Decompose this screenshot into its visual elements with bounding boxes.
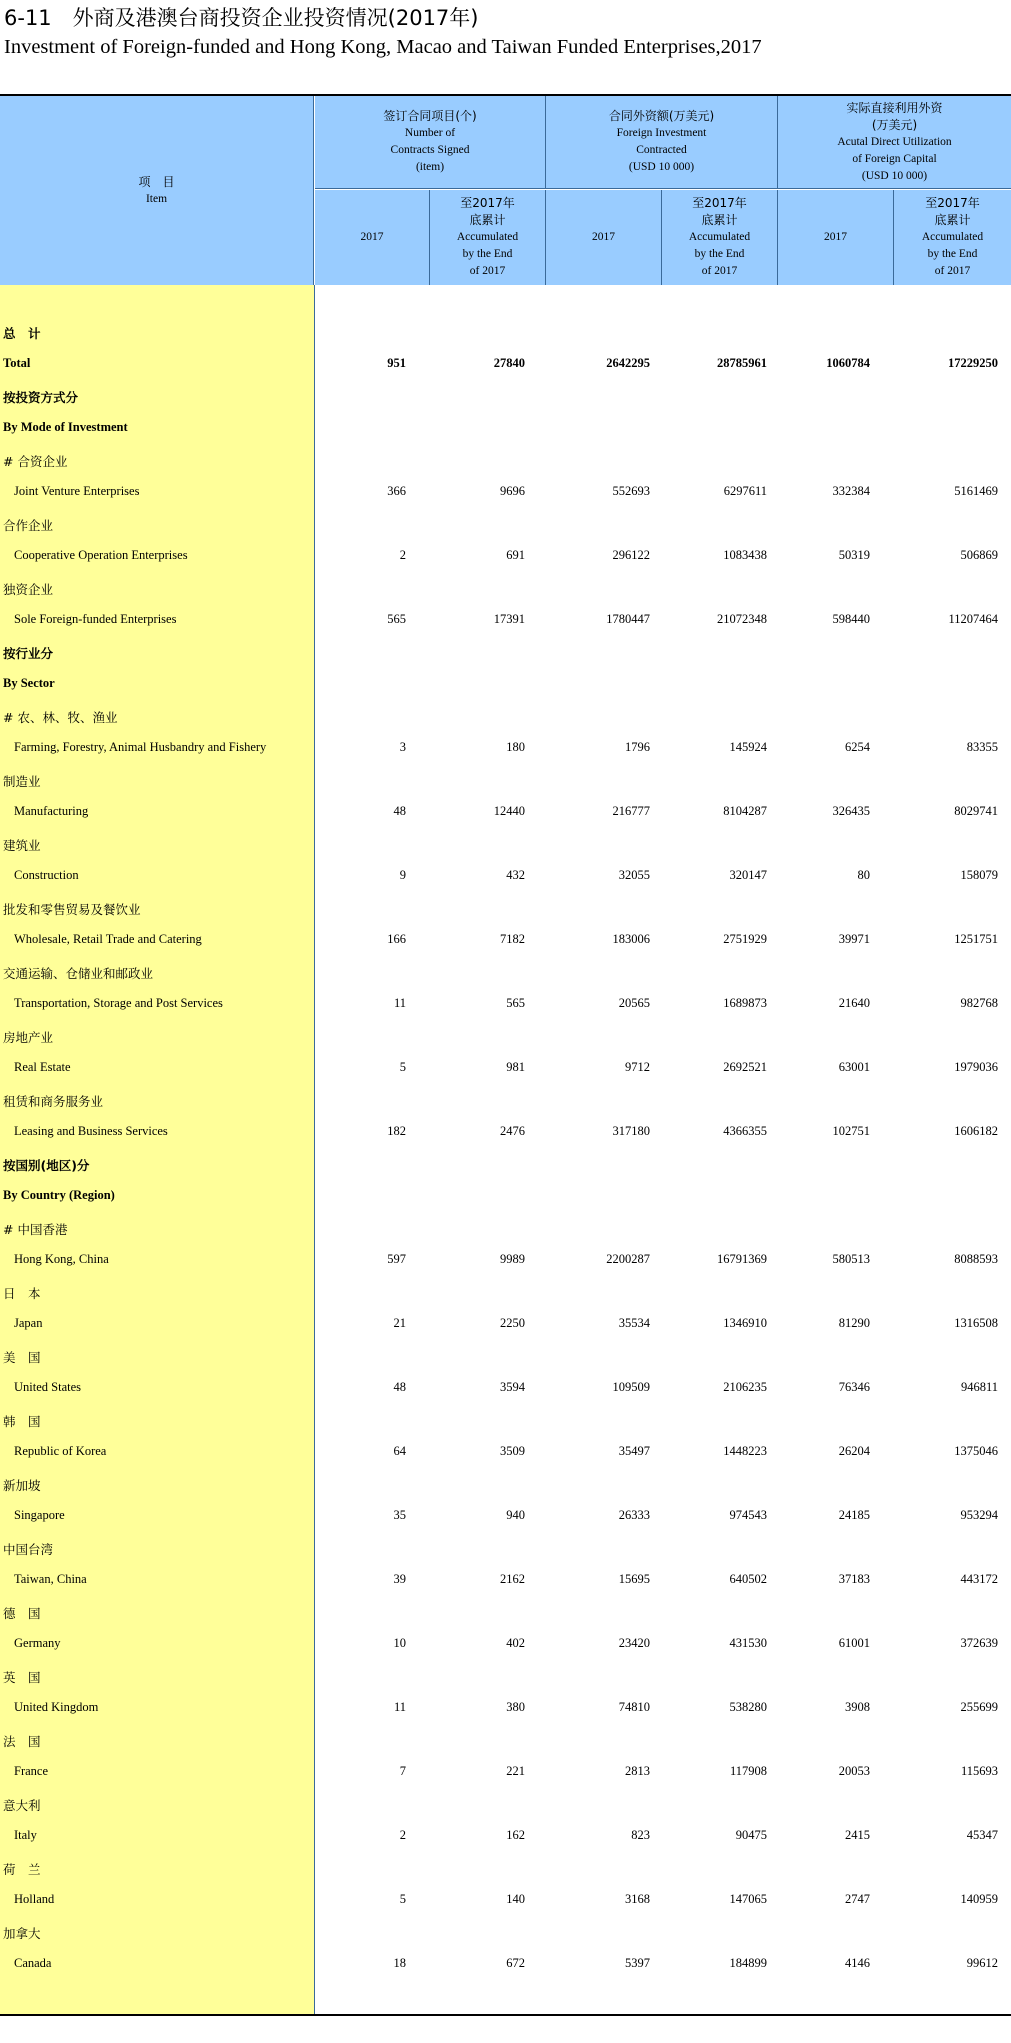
table-row (0, 412, 1011, 444)
row-label: 中国台湾 (3, 1542, 54, 1557)
row-label: Republic of Korea (14, 1444, 107, 1458)
subheader-year: 2017 (824, 231, 847, 243)
row-label: Wholesale, Retail Trade and Catering (14, 932, 202, 946)
table-row (0, 1244, 1011, 1276)
cell-value: 1375046 (954, 1444, 998, 1458)
table-row (0, 1596, 1011, 1628)
cell-value: 2106235 (723, 1380, 767, 1394)
cell-value: 366 (387, 484, 406, 498)
table-row (0, 1276, 1011, 1308)
row-label: # 农、林、牧、渔业 (3, 710, 118, 725)
cell-value: 16791369 (717, 1252, 767, 1266)
table-row (0, 572, 1011, 604)
table-row (0, 380, 1011, 412)
table-row (0, 1372, 1011, 1404)
cell-value: 35 (393, 1508, 406, 1522)
cell-value: 20053 (838, 1764, 870, 1778)
row-label: 韩 国 (3, 1414, 41, 1429)
table-row (0, 316, 1011, 348)
cell-value: 115693 (960, 1764, 998, 1778)
cell-value: 162 (506, 1828, 525, 1842)
cell-value: 109509 (612, 1380, 650, 1394)
subheader-acc-en3: of 2017 (469, 265, 506, 277)
row-label: # 中国香港 (3, 1222, 68, 1237)
header-item-en: Item (145, 192, 168, 205)
subheader-acc-zh1: 至2017年 (460, 196, 515, 210)
cell-value: 1083438 (723, 548, 767, 562)
cell-value: 296122 (612, 548, 650, 562)
row-label: 法 国 (3, 1734, 41, 1749)
subheader-acc-zh1: 至2017年 (925, 196, 980, 210)
cell-value: 11207464 (948, 612, 998, 626)
subheader-acc-en1: Accumulated (921, 231, 984, 243)
cell-value: 3594 (500, 1380, 525, 1394)
cell-value: 946811 (960, 1380, 998, 1394)
subheader-investment-accumulated (662, 190, 778, 285)
row-label: Taiwan, China (14, 1572, 87, 1586)
cell-value: 2747 (845, 1892, 870, 1906)
cell-value: 5 (399, 1892, 406, 1906)
subheader-acc-en2: by the End (462, 248, 513, 260)
cell-value: 1346910 (723, 1316, 767, 1330)
header-investment-zh: 合同外资额(万美元) (608, 109, 715, 123)
table-row (0, 1820, 1011, 1852)
cell-value: 2162 (500, 1572, 525, 1586)
cell-value: 216777 (612, 804, 650, 818)
row-label: Holland (14, 1892, 55, 1906)
cell-value: 90475 (735, 1828, 767, 1842)
cell-value: 184899 (729, 1956, 767, 1970)
cell-value: 8029741 (954, 804, 998, 818)
table-row (0, 1436, 1011, 1468)
row-label: 美 国 (3, 1350, 41, 1365)
subheader-acc-en3: of 2017 (934, 265, 971, 277)
row-label: Real Estate (14, 1060, 71, 1074)
cell-value: 1780447 (606, 612, 650, 626)
cell-value: 21072348 (717, 612, 767, 626)
table-row (0, 988, 1011, 1020)
cell-value: 26204 (838, 1444, 870, 1458)
cell-value: 24185 (838, 1508, 870, 1522)
cell-value: 1448223 (723, 1444, 767, 1458)
header-contracts-zh: 签订合同项目(个) (383, 109, 477, 123)
cell-value: 11 (393, 996, 406, 1010)
row-label: Farming, Forestry, Animal Husbandry and Fishery (14, 740, 267, 754)
table-title-en: Investment of Foreign-funded and Hong Kong, Macao and Taiwan Funded Enterprises,2017 (4, 36, 762, 58)
cell-value: 28785961 (717, 356, 767, 370)
cell-value: 326435 (832, 804, 870, 818)
cell-value: 50319 (838, 548, 870, 562)
table-row (0, 1660, 1011, 1692)
header-utilization-zh2: (万美元) (871, 117, 918, 132)
row-label: 荷 兰 (3, 1862, 41, 1877)
table-row (0, 636, 1011, 668)
cell-value: 166 (387, 932, 406, 946)
table-row (0, 1020, 1011, 1052)
header-utilization-en3: (USD 10 000) (861, 169, 928, 182)
row-label: France (14, 1764, 49, 1778)
row-label: 按投资方式分 (3, 390, 79, 405)
cell-value: 27840 (493, 356, 525, 370)
table-row (0, 1916, 1011, 1948)
cell-value: 431530 (729, 1636, 767, 1650)
table-row (0, 1884, 1011, 1916)
cell-value: 61001 (838, 1636, 870, 1650)
table-row (0, 764, 1011, 796)
table-row (0, 860, 1011, 892)
row-label: 批发和零售贸易及餐饮业 (3, 902, 141, 917)
row-label: Sole Foreign-funded Enterprises (14, 612, 177, 626)
cell-value: 2200287 (606, 1252, 650, 1266)
cell-value: 3168 (625, 1892, 650, 1906)
cell-value: 981 (506, 1060, 525, 1074)
subheader-investment-2017 (546, 190, 662, 285)
table-row (0, 700, 1011, 732)
subheader-acc-en1: Accumulated (456, 231, 519, 243)
cell-value: 11 (393, 1700, 406, 1714)
cell-value: 140959 (960, 1892, 998, 1906)
cell-value: 221 (506, 1764, 525, 1778)
cell-value: 1060784 (826, 356, 870, 370)
cell-value: 380 (506, 1700, 525, 1714)
row-label: 房地产业 (3, 1030, 54, 1045)
table-row (0, 1532, 1011, 1564)
table-row (0, 828, 1011, 860)
subheader-contracts-accumulated (430, 190, 546, 285)
cell-value: 17229250 (948, 356, 998, 370)
subheader-acc-zh2: 底累计 (934, 213, 971, 227)
cell-value: 7 (399, 1764, 406, 1778)
cell-value: 48 (393, 1380, 406, 1394)
table-row (0, 892, 1011, 924)
row-label: Construction (14, 868, 79, 882)
cell-value: 6297611 (723, 484, 767, 498)
cell-value: 158079 (960, 868, 998, 882)
cell-value: 951 (387, 356, 406, 370)
table-row (0, 348, 1011, 380)
cell-value: 332384 (832, 484, 870, 498)
cell-value: 1606182 (954, 1124, 998, 1138)
cell-value: 17391 (493, 612, 525, 626)
cell-value: 76346 (838, 1380, 870, 1394)
cell-value: 2476 (500, 1124, 525, 1138)
cell-value: 81290 (838, 1316, 870, 1330)
row-label: Italy (14, 1828, 37, 1842)
table-row (0, 1084, 1011, 1116)
cell-value: 255699 (960, 1700, 998, 1714)
table-bottom-rule (0, 2014, 1011, 2016)
cell-value: 20565 (618, 996, 650, 1010)
table-row (0, 1308, 1011, 1340)
cell-value: 982768 (960, 996, 998, 1010)
cell-value: 10 (393, 1636, 406, 1650)
cell-value: 2751929 (723, 932, 767, 946)
cell-value: 63001 (838, 1060, 870, 1074)
cell-value: 1796 (625, 740, 650, 754)
cell-value: 9 (399, 868, 406, 882)
table-row (0, 476, 1011, 508)
table-row (0, 956, 1011, 988)
table-row (0, 924, 1011, 956)
row-label: By Mode of Investment (3, 420, 128, 434)
subheader-utilization-2017 (778, 190, 894, 285)
header-utilization-en1: Acutal Direct Utilization (837, 135, 952, 148)
cell-value: 99612 (966, 1956, 998, 1970)
cell-value: 23420 (618, 1636, 650, 1650)
header-item (0, 96, 314, 285)
row-label: 独资企业 (3, 582, 54, 597)
header-item-zh: 项 目 (138, 174, 175, 189)
cell-value: 1689873 (723, 996, 767, 1010)
row-label: 德 国 (3, 1606, 41, 1621)
cell-value: 3908 (845, 1700, 870, 1714)
row-label: United Kingdom (14, 1700, 99, 1714)
table-row (0, 444, 1011, 476)
cell-value: 48 (393, 804, 406, 818)
cell-value: 2642295 (606, 356, 650, 370)
header-group-foreign-investment (546, 96, 778, 189)
row-label: 意大利 (3, 1798, 41, 1813)
cell-value: 145924 (729, 740, 767, 754)
cell-value: 402 (506, 1636, 525, 1650)
table-row (0, 1852, 1011, 1884)
subheader-year: 2017 (360, 231, 384, 243)
header-investment-en3: (USD 10 000) (628, 161, 695, 173)
row-label: # 合资企业 (3, 454, 68, 469)
cell-value: 4366355 (723, 1124, 767, 1138)
row-label: 英 国 (3, 1670, 41, 1685)
table-row (0, 1468, 1011, 1500)
row-label: 加拿大 (3, 1926, 41, 1941)
row-label: 按国别(地区)分 (3, 1158, 90, 1173)
cell-value: 35497 (618, 1444, 650, 1458)
cell-value: 7182 (500, 932, 525, 946)
table-row (0, 1692, 1011, 1724)
header-contracts-en1: Number of (404, 127, 456, 139)
cell-value: 4146 (845, 1956, 870, 1970)
row-label: 建筑业 (3, 838, 41, 853)
cell-value: 974543 (729, 1508, 767, 1522)
header-contracts-en2: Contracts Signed (390, 144, 470, 156)
cell-value: 320147 (729, 868, 767, 882)
row-label: Leasing and Business Services (14, 1124, 168, 1138)
cell-value: 597 (387, 1252, 406, 1266)
cell-value: 147065 (729, 1892, 767, 1906)
header-utilization-zh: 实际直接利用外资 (846, 100, 943, 115)
cell-value: 691 (506, 548, 525, 562)
cell-value: 1251751 (954, 932, 998, 946)
cell-value: 21 (393, 1316, 406, 1330)
cell-value: 1316508 (954, 1316, 998, 1330)
row-label: 合作企业 (3, 518, 54, 533)
cell-value: 117908 (729, 1764, 767, 1778)
cell-value: 317180 (612, 1124, 650, 1138)
cell-value: 823 (631, 1828, 650, 1842)
table-row (0, 668, 1011, 700)
table-row (0, 732, 1011, 764)
cell-value: 2692521 (723, 1060, 767, 1074)
row-label: Manufacturing (14, 804, 89, 818)
cell-value: 180 (506, 740, 525, 754)
cell-value: 5 (399, 1060, 406, 1074)
table-row (0, 1724, 1011, 1756)
cell-value: 432 (506, 868, 525, 882)
table-row (0, 1180, 1011, 1212)
row-label: United States (14, 1380, 82, 1394)
row-label: Hong Kong, China (14, 1252, 109, 1266)
cell-value: 83355 (966, 740, 998, 754)
cell-value: 8088593 (954, 1252, 998, 1266)
cell-value: 506869 (960, 548, 998, 562)
cell-value: 45347 (966, 1828, 998, 1842)
table-row (0, 796, 1011, 828)
subheader-acc-en2: by the End (927, 248, 978, 260)
cell-value: 183006 (612, 932, 650, 946)
subheader-year: 2017 (592, 231, 615, 243)
table-row (0, 1340, 1011, 1372)
row-label: 日 本 (3, 1286, 41, 1301)
table-row (0, 1212, 1011, 1244)
row-label: 新加坡 (3, 1478, 41, 1493)
row-label: 总 计 (3, 326, 41, 341)
cell-value: 9712 (625, 1060, 650, 1074)
cell-value: 9696 (500, 484, 525, 498)
table-row (0, 604, 1011, 636)
cell-value: 74810 (618, 1700, 650, 1714)
row-label: Canada (14, 1956, 52, 1970)
cell-value: 140 (506, 1892, 525, 1906)
cell-value: 64 (393, 1444, 406, 1458)
cell-value: 5397 (625, 1956, 650, 1970)
header-utilization-en2: of Foreign Capital (852, 152, 937, 165)
row-label: Japan (14, 1316, 43, 1330)
cell-value: 580513 (832, 1252, 870, 1266)
cell-value: 8104287 (723, 804, 767, 818)
row-label: 按行业分 (3, 646, 54, 661)
subheader-acc-zh2: 底累计 (469, 213, 506, 227)
subheader-utilization-accumulated (894, 190, 1011, 285)
header-contracts-en3: (item) (415, 161, 445, 173)
cell-value: 443172 (960, 1572, 998, 1586)
cell-value: 39971 (838, 932, 870, 946)
cell-value: 2 (399, 1828, 406, 1842)
cell-value: 6254 (845, 740, 870, 754)
row-label: Total (3, 356, 31, 370)
header-group-contracts (315, 96, 546, 189)
cell-value: 953294 (960, 1508, 998, 1522)
subheader-acc-en1: Accumulated (688, 231, 751, 243)
row-label: 交通运输、仓储业和邮政业 (3, 966, 154, 981)
table-row (0, 1788, 1011, 1820)
table-row (0, 1756, 1011, 1788)
cell-value: 37183 (838, 1572, 870, 1586)
table-row (0, 1500, 1011, 1532)
cell-value: 538280 (729, 1700, 767, 1714)
table-row (0, 1148, 1011, 1180)
cell-value: 372639 (960, 1636, 998, 1650)
header-investment-en2: Contracted (636, 144, 687, 156)
row-label: Joint Venture Enterprises (14, 484, 140, 498)
cell-value: 2415 (845, 1828, 870, 1842)
table-row (0, 540, 1011, 572)
cell-value: 80 (857, 868, 870, 882)
subheader-acc-zh1: 至2017年 (692, 196, 747, 210)
subheader-acc-zh2: 底累计 (701, 213, 738, 227)
cell-value: 182 (387, 1124, 406, 1138)
cell-value: 940 (506, 1508, 525, 1522)
row-label: Singapore (14, 1508, 65, 1522)
cell-value: 640502 (729, 1572, 767, 1586)
header-investment-en1: Foreign Investment (616, 127, 707, 139)
subheader-acc-en3: of 2017 (701, 265, 738, 277)
cell-value: 3509 (500, 1444, 525, 1458)
cell-value: 35534 (618, 1316, 650, 1330)
cell-value: 26333 (618, 1508, 650, 1522)
table-row (0, 1628, 1011, 1660)
row-label: Germany (14, 1636, 61, 1650)
header-group-actual-utilization (778, 96, 1011, 189)
cell-value: 672 (506, 1956, 525, 1970)
row-label: Cooperative Operation Enterprises (14, 548, 188, 562)
cell-value: 102751 (832, 1124, 870, 1138)
row-label: 制造业 (3, 774, 41, 789)
table-title-zh: 6-11 外商及港澳台商投资企业投资情况(2017年) (4, 6, 479, 30)
table-row (0, 1564, 1011, 1596)
subheader-contracts-2017 (315, 190, 430, 285)
table-row (0, 1116, 1011, 1148)
cell-value: 565 (506, 996, 525, 1010)
cell-value: 1979036 (954, 1060, 998, 1074)
cell-value: 15695 (618, 1572, 650, 1586)
cell-value: 2813 (625, 1764, 650, 1778)
cell-value: 2250 (500, 1316, 525, 1330)
cell-value: 9989 (500, 1252, 525, 1266)
table-row (0, 508, 1011, 540)
table-row (0, 1948, 1011, 1980)
cell-value: 5161469 (954, 484, 998, 498)
cell-value: 598440 (832, 612, 870, 626)
row-label: 租赁和商务服务业 (3, 1094, 104, 1109)
cell-value: 39 (393, 1572, 406, 1586)
cell-value: 552693 (612, 484, 650, 498)
table-row (0, 1052, 1011, 1084)
cell-value: 2 (399, 548, 406, 562)
subheader-acc-en2: by the End (694, 248, 745, 260)
cell-value: 32055 (618, 868, 650, 882)
row-label: By Country (Region) (3, 1188, 115, 1202)
row-label: By Sector (3, 676, 55, 690)
cell-value: 21640 (838, 996, 870, 1010)
cell-value: 18 (393, 1956, 406, 1970)
table-row (0, 1404, 1011, 1436)
cell-value: 3 (399, 740, 406, 754)
cell-value: 12440 (493, 804, 525, 818)
row-label: Transportation, Storage and Post Services (14, 996, 223, 1010)
cell-value: 565 (387, 612, 406, 626)
